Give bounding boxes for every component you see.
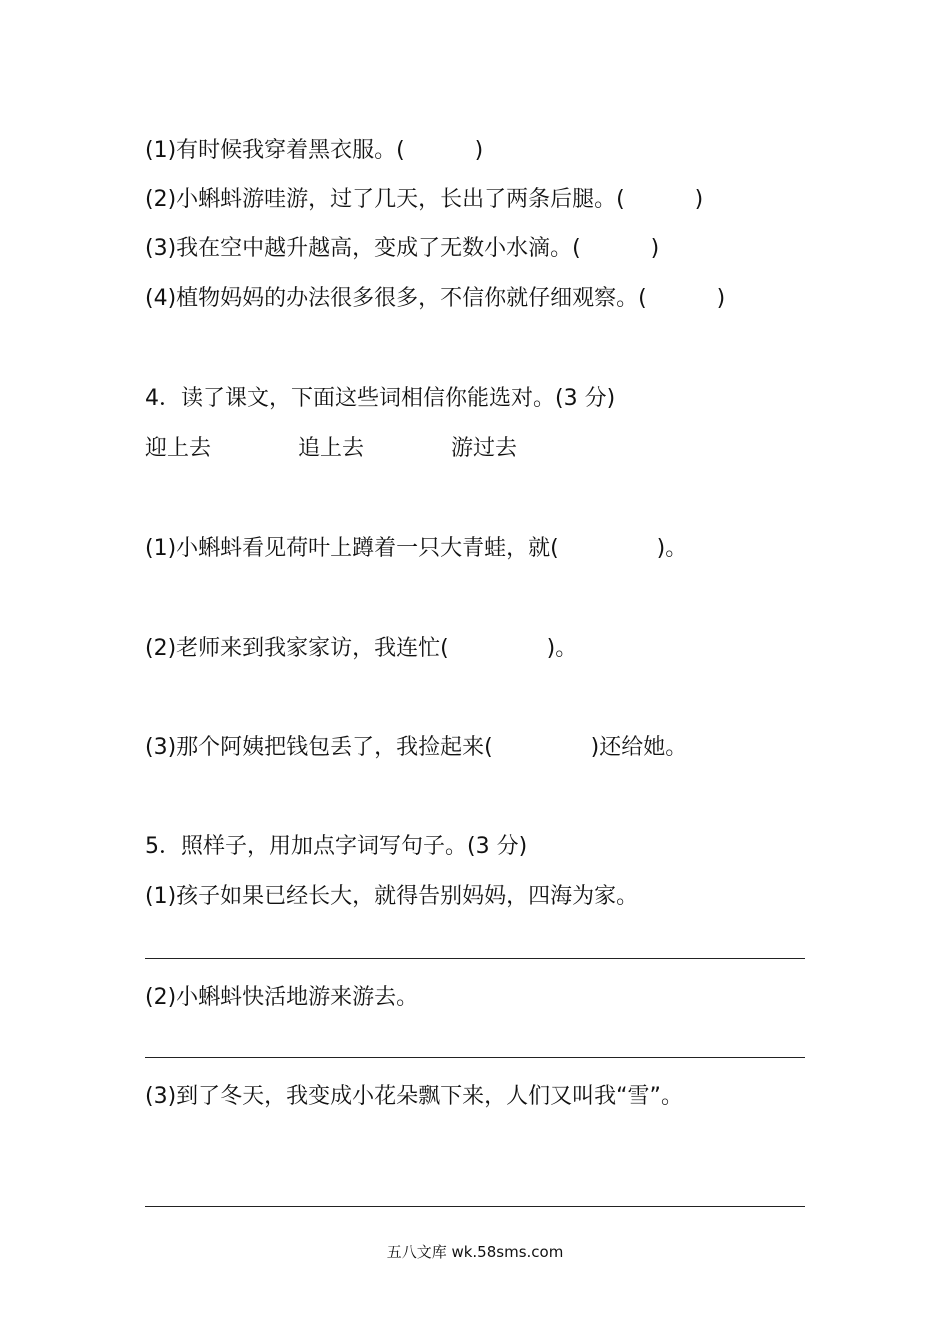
question-4-title: 4．读了课文，下面这些词相信你能选对。(3 分) xyxy=(145,386,616,411)
question-5-item-3: (3)到了冬天，我变成小花朵飘下来，人们又叫我“雪”。 xyxy=(145,1084,683,1109)
word-choice-1: 迎上去 xyxy=(145,436,212,461)
word-choice-2: 追上去 xyxy=(298,436,365,461)
question-4-item-3: (3)那个阿姨把钱包丢了，我捡起来( )还给她。 xyxy=(145,735,688,760)
question-3-item-3: (3)我在空中越升越高，变成了无数小水滴。( ) xyxy=(145,236,660,261)
question-5-item-1: (1)孩子如果已经长大，就得告别妈妈，四海为家。 xyxy=(145,884,639,909)
question-4-item-2: (2)老师来到我家家访，我连忙( )。 xyxy=(145,636,578,661)
answer-line-3 xyxy=(145,1206,805,1207)
question-3-item-4: (4)植物妈妈的办法很多很多，不信你就仔细观察。( ) xyxy=(145,286,726,311)
answer-line-1 xyxy=(145,958,805,959)
question-5-item-2: (2)小蝌蚪快活地游来游去。 xyxy=(145,985,419,1010)
question-3-item-1: (1)有时候我穿着黑衣服。( ) xyxy=(145,138,484,163)
answer-line-2 xyxy=(145,1057,805,1058)
question-5-title: 5．照样子，用加点字词写句子。(3 分) xyxy=(145,834,528,859)
word-choice-3: 游过去 xyxy=(451,436,518,461)
footer-watermark: 五八文库 wk.58sms.com xyxy=(386,1243,564,1261)
question-3-item-2: (2)小蝌蚪游哇游，过了几天，长出了两条后腿。( ) xyxy=(145,187,704,212)
question-4-item-1: (1)小蝌蚪看见荷叶上蹲着一只大青蛙，就( )。 xyxy=(145,536,688,561)
